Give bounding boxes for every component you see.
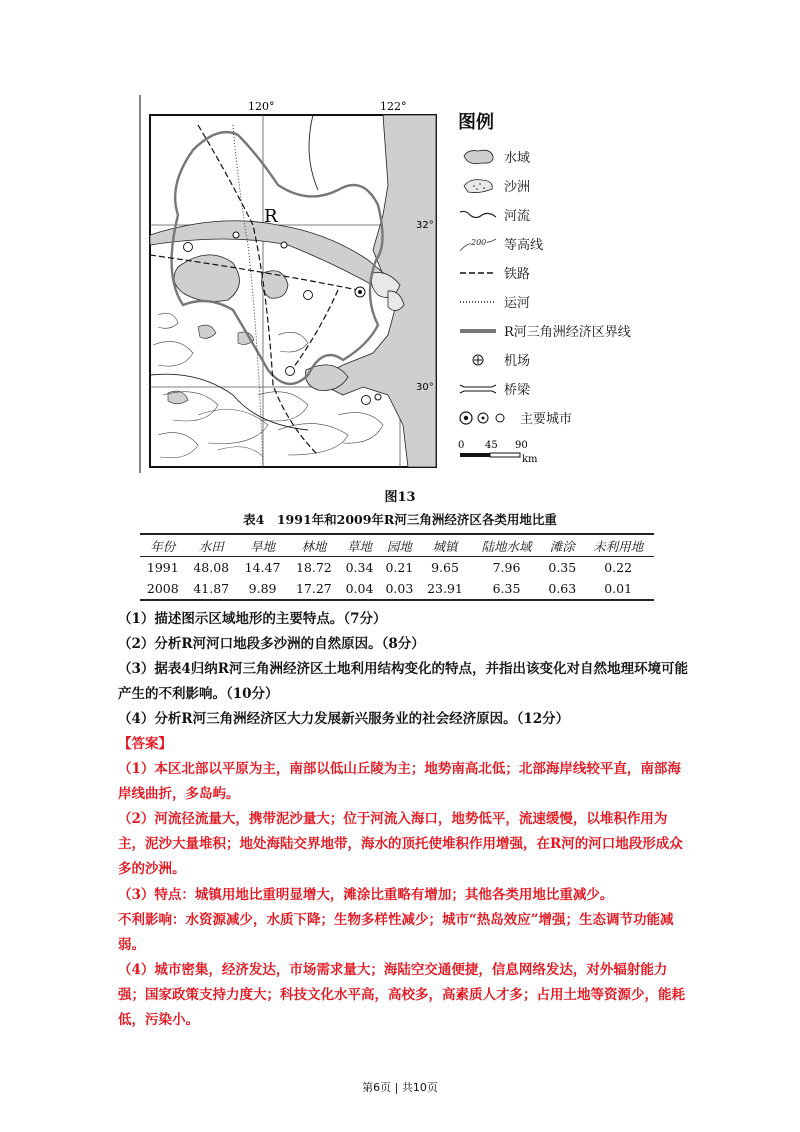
question-4: （4）分析R河三角洲经济区大力发展新兴服务业的社会经济原因。（12分） <box>118 711 570 727</box>
contour-icon <box>458 235 498 253</box>
railway-icon <box>458 264 498 282</box>
svg-text:200: 200 <box>471 237 487 247</box>
svg-text:90: 90 <box>515 440 528 451</box>
sandbar-icon <box>460 177 496 195</box>
map-legend <box>458 108 708 470</box>
svg-text:0: 0 <box>458 440 465 451</box>
question-1: （1）描述图示区域地形的主要特点。（7分） <box>118 611 387 627</box>
question-3: （3）据表4归纳R河三角洲经济区土地利用结构变化的特点，并指出该变化对自然地理环境可能产生的不利影响。（10分） <box>118 661 689 702</box>
table-row: 2008 41.87 9.89 17.27 0.04 0.03 23.91 6.35 0.63 0.01 <box>140 578 654 600</box>
legend-item-railway: 铁路 <box>458 258 708 287</box>
water-icon <box>460 148 496 166</box>
lon-label-120: 120° <box>248 100 275 113</box>
land-use-table <box>140 533 654 601</box>
answer-3-features: （3）特点：城镇用地比重明显增大，滩涂比重略有增加；其他各类用地比重减少。 <box>118 887 614 903</box>
legend-item-river: 河流 <box>458 200 708 229</box>
legend-item-city: 主要城市 <box>458 403 708 432</box>
canal-icon <box>458 293 498 311</box>
page-footer: 第6页 | 共10页 <box>362 1081 438 1094</box>
map-figure <box>138 95 438 475</box>
legend-item-canal: 运河 <box>458 287 708 316</box>
lat-label-32: 32° <box>416 220 434 231</box>
table-row: 1991 48.08 14.47 18.72 0.34 0.21 9.65 7.96 0.35 0.22 <box>146 560 633 575</box>
scale-bar <box>458 438 708 470</box>
table-caption: 表4 1991年和2009年R河三角洲经济区各类用地比重 <box>243 512 557 527</box>
svg-text:45: 45 <box>485 440 498 451</box>
legend-item-contour: 200 等高线 <box>458 229 708 258</box>
svg-text:km: km <box>522 454 538 465</box>
city-icon <box>458 409 514 427</box>
figure-caption: 图13 <box>384 490 416 505</box>
river-r-label: R <box>264 206 278 227</box>
legend-title: 图例 <box>458 112 494 133</box>
lat-label-30: 30° <box>416 382 434 393</box>
answer-heading: 【答案】 <box>118 736 172 752</box>
legend-item-airport: 机场 <box>458 345 708 374</box>
airport-icon <box>458 351 498 369</box>
legend-item-water: 水域 <box>458 142 708 171</box>
legend-item-bridge: 桥梁 <box>458 374 708 403</box>
bridge-icon <box>458 380 498 398</box>
legend-item-sandbar: 沙洲 <box>458 171 708 200</box>
answer-3-impacts: 不利影响：水资源减少，水质下降；生物多样性减少；城市“热岛效应”增强；生态调节功能减弱。 <box>118 912 674 953</box>
table-header-row: 年份 水田 旱地 林地 草地 园地 城镇 陆地水域 滩涂 未利用地 <box>140 534 654 557</box>
river-icon <box>458 206 498 224</box>
boundary-icon <box>458 322 498 340</box>
answer-1: （1）本区北部以平原为主，南部以低山丘陵为主；地势南高北低；北部海岸线较平直，南部海岸线曲折，多岛屿。 <box>118 761 681 802</box>
lon-label-122: 122° <box>380 100 407 113</box>
answer-2: （2）河流径流量大，携带泥沙量大；位于河流入海口，地势低平，流速缓慢，以堆积作用为主，泥沙大量堆积；地处海陆交界地带，海水的顶托使堆积作用增强，在R河的河口地段形成众多的沙洲。 <box>118 811 683 877</box>
question-2: （2）分析R河河口地段多沙洲的自然原因。（8分） <box>118 636 425 652</box>
answer-4: （4）城市密集，经济发达，市场需求量大；海陆空交通便捷，信息网络发达，对外辐射能力强；国家政策支持力度大；科技文化水平高，高校多，高素质人才多；占用土地等资源少，能耗低，污染小。 <box>118 962 685 1028</box>
legend-item-boundary: R河三角洲经济区界线 <box>458 316 708 345</box>
river-delta-map <box>138 95 438 475</box>
